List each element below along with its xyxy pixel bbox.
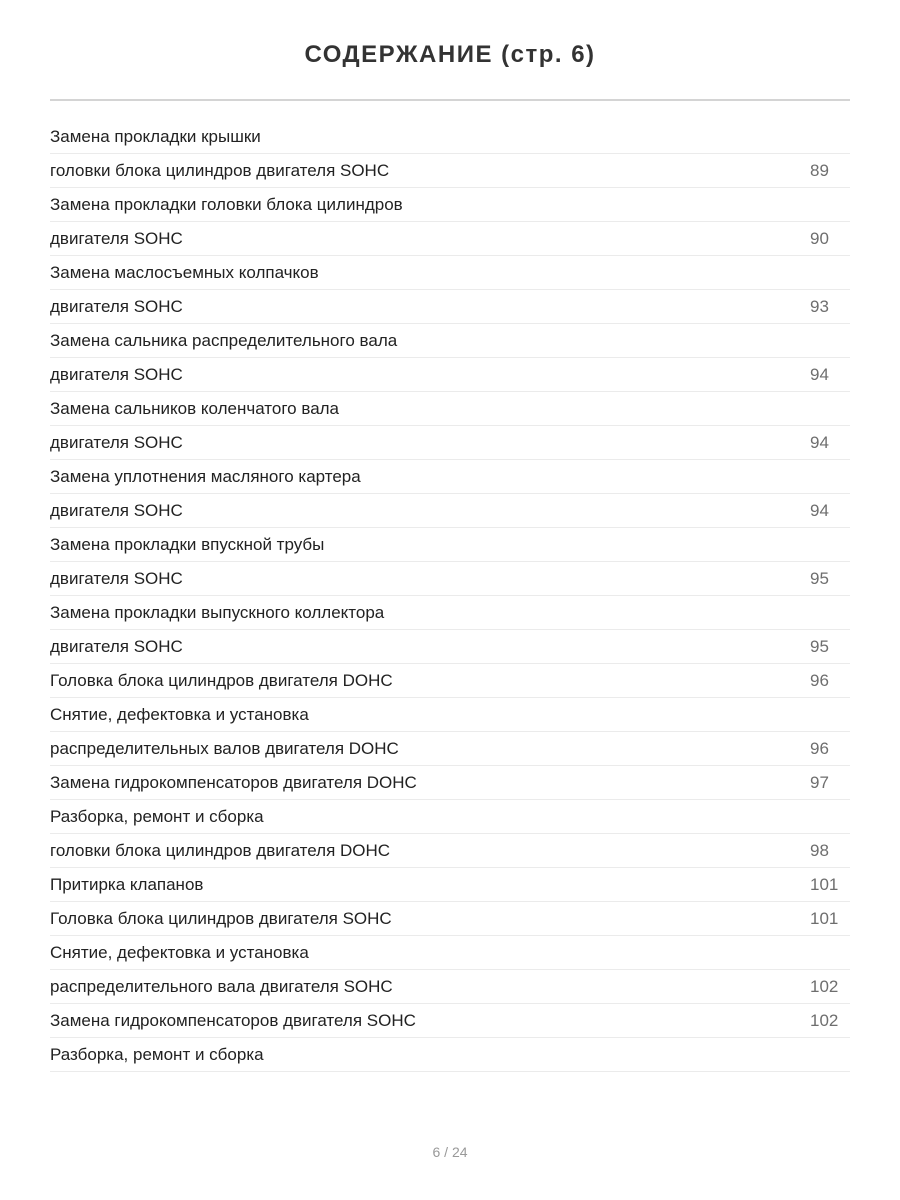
toc-entry-title: двигателя SOHC (50, 637, 183, 656)
toc-entry-page-number: 101 (810, 909, 839, 928)
toc-entry (50, 256, 850, 290)
toc-entry-page-number: 94 (810, 433, 829, 452)
toc-entry (50, 494, 850, 528)
toc-entry-page-number: 102 (810, 1011, 839, 1030)
toc-entry-title: головки блока цилиндров двигателя DOHC (50, 841, 391, 860)
toc-entry-page-number: 95 (810, 637, 829, 656)
toc-entry-page-number: 94 (810, 501, 829, 520)
toc-entry (50, 528, 850, 562)
toc-entry-title: двигателя SOHC (50, 569, 183, 588)
toc-entry (50, 324, 850, 358)
toc-entry-page-number: 95 (810, 569, 829, 588)
toc-entry-title: Притирка клапанов (50, 875, 204, 894)
toc-entry-title: Замена сальников коленчатого вала (50, 399, 340, 418)
toc-entry (50, 800, 850, 834)
toc-entry (50, 868, 850, 902)
toc-entry-title: Замена прокладки головки блока цилиндров (50, 195, 403, 214)
title-divider (50, 99, 850, 101)
toc-entry-page-number: 94 (810, 365, 829, 384)
toc-entry-page-number: 90 (810, 229, 829, 248)
toc-entry (50, 970, 850, 1004)
toc-entry-title: распределительных валов двигателя DOHC (50, 739, 399, 758)
toc-entry (50, 664, 850, 698)
toc-entry-title: двигателя SOHC (50, 297, 183, 316)
toc-entry-title: Замена прокладки выпускного коллектора (50, 603, 385, 622)
toc-entry-title: Снятие, дефектовка и установка (50, 943, 309, 962)
toc-entry (50, 936, 850, 970)
toc-entry (50, 290, 850, 324)
toc-entry-title: распределительного вала двигателя SOHC (50, 977, 393, 996)
toc-entry-title: Замена гидрокомпенсаторов двигателя DOHC (50, 773, 417, 792)
toc-entry (50, 766, 850, 800)
toc-entry (50, 698, 850, 732)
toc-entry-title: Разборка, ремонт и сборка (50, 807, 264, 826)
toc-entry (50, 358, 850, 392)
toc-entry-title: головки блока цилиндров двигателя SOHC (50, 161, 390, 180)
toc-entry-page-number: 97 (810, 773, 829, 792)
toc-entry (50, 426, 850, 460)
toc-entry-title: двигателя SOHC (50, 365, 183, 384)
toc-entry-page-number: 96 (810, 739, 829, 758)
toc-entry-title: Замена уплотнения масляного картера (50, 467, 361, 486)
toc-entry-title: Головка блока цилиндров двигателя SOHC (50, 909, 392, 928)
toc-entry-page-number: 93 (810, 297, 829, 316)
toc-entry (50, 154, 850, 188)
toc-entry-title: Головка блока цилиндров двигателя DOHC (50, 671, 393, 690)
toc-entry-title: Разборка, ремонт и сборка (50, 1045, 264, 1064)
page-title: СОДЕРЖАНИЕ (стр. 6) (304, 41, 596, 68)
toc-entry-page-number: 98 (810, 841, 829, 860)
toc-entry (50, 222, 850, 256)
toc-entry (50, 460, 850, 494)
toc-entry (50, 902, 850, 936)
toc-entry (50, 1038, 850, 1072)
toc-entry-title: двигателя SOHC (50, 433, 183, 452)
toc-entry (50, 732, 850, 766)
toc-entry-title: двигателя SOHC (50, 501, 183, 520)
toc-entry-title: двигателя SOHC (50, 229, 183, 248)
toc-entry-title: Замена сальника распределительного вала (50, 331, 398, 350)
toc-entry (50, 834, 850, 868)
toc-entry-title: Замена прокладки крышки (50, 127, 261, 146)
toc-entry-page-number: 102 (810, 977, 839, 996)
page-indicator: 6 / 24 (432, 1144, 468, 1160)
toc-entry-page-number: 89 (810, 161, 829, 180)
toc-entry-title: Замена гидрокомпенсаторов двигателя SOHC (50, 1011, 416, 1030)
toc-entry-title: Замена прокладки впускной трубы (50, 535, 325, 554)
toc-entry-page-number: 101 (810, 875, 839, 894)
toc-entry (50, 392, 850, 426)
toc-list (50, 120, 850, 1072)
toc-entry-page-number: 96 (810, 671, 829, 690)
toc-entry (50, 188, 850, 222)
toc-entry (50, 120, 850, 154)
toc-entry (50, 596, 850, 630)
toc-entry-title: Замена маслосъемных колпачков (50, 263, 319, 282)
toc-entry (50, 562, 850, 596)
toc-entry (50, 1004, 850, 1038)
toc-entry (50, 630, 850, 664)
toc-entry-title: Снятие, дефектовка и установка (50, 705, 309, 724)
